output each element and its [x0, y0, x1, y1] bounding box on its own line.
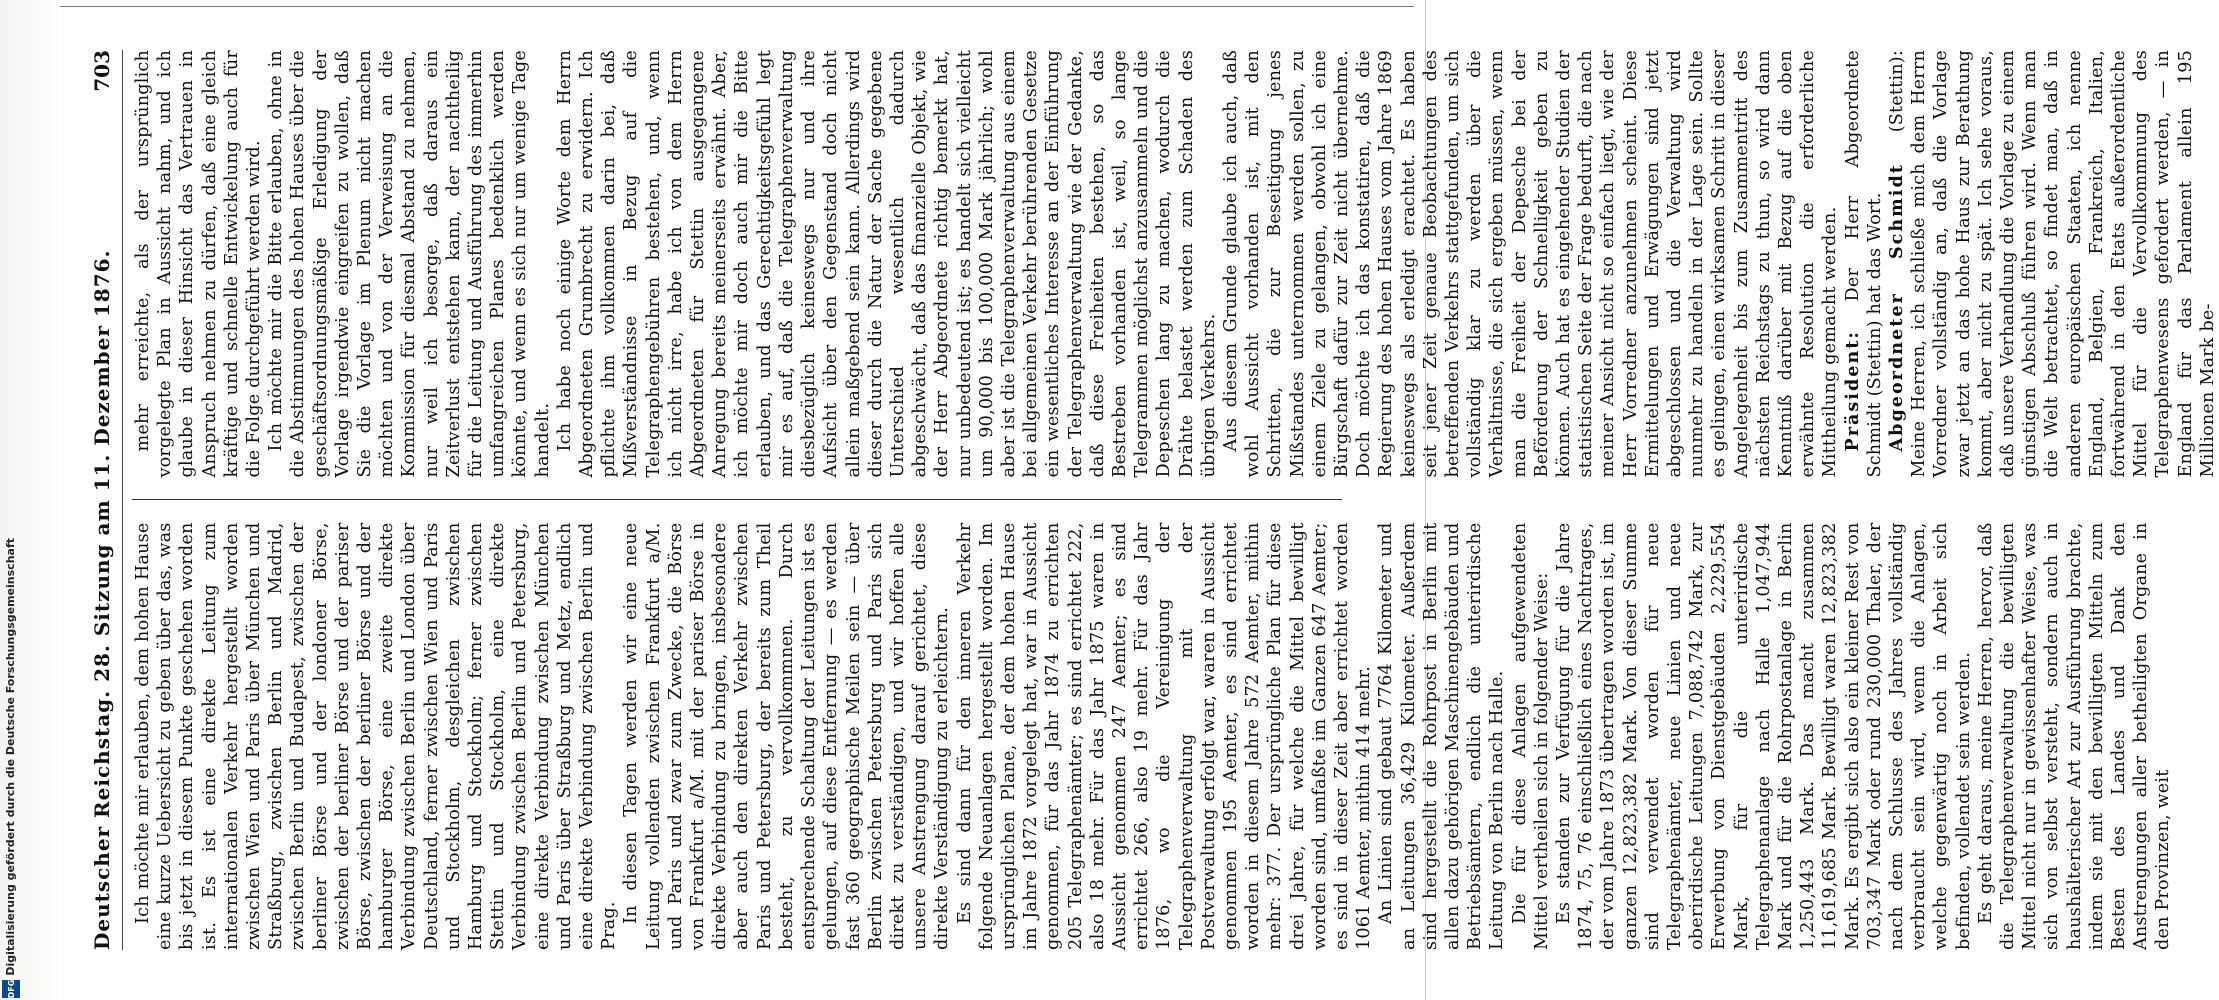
text-columns [132, 50, 2218, 950]
president-label: Präsident: [1841, 330, 1863, 452]
president-speech [1842, 50, 1886, 478]
left-paragraph: Es standen zur Verfügung für die Jahre 1874, 75, 76 einschließlich eines Nachtrages, der vom Jahre 1873 übertragen worden ist, im ganzen 12,823,382 Mark. Von dieser Summe sind verwendet worden für neue Telegraphenämter, neue Linien und neue oberirdische Leitungen 7,088,742 Mark, zur Erwerbung von Dienstgebäuden 2,229,554 Mark, für die unterirdische Telegraphenanlage nach Halle 1,047,944 Mark und für die Rohrpostanlage in Berlin 1,250,443 Mark. Das macht zusammen 11,619,685 Mark. Bewilligt waren 12,823,382 Mark. Es ergibt sich also ein kleiner Rest von 703,347 Mark oder rund 230,000 Thaler, der nach dem Schlusse des Jahres vollständig verbraucht sein wird, wenn die Anlagen, welche gegenwärtig noch in Arbeit sich befinden, vollendet sein werden. [1554, 522, 1974, 950]
digitization-credit: Digitalisierung gefördert durch die Deutsche Forschungsgemeinschaft [4, 538, 17, 976]
member-label: Abgeordneter Schmidt [1886, 163, 1908, 452]
left-paragraph: In diesen Tagen werden wir eine neue Leitung vollenden zwischen Frankfurt a/M. und Paris und zwar zum Zwecke, die Börse von Frankfurt a/M. mit der pariser Börse in direkte Verbindung zu bringen, insbesondere aber auch den direkten Verkehr zwischen Paris und Petersburg, der bereits zum Theil besteht, zu vervollkommnen. Durch entsprechende Schaltung der Leitungen ist es gelungen, auf diese Entfernung — es werden fast 360 geographische Meilen sein — über Berlin zwischen Petersburg und Paris sich direkt zu verständigen, und wir hoffen alle unsere Anstrengung darauf gerichtet, diese direkte Verständigung zu erleichtern. [621, 522, 953, 950]
member-text: (Stettin): Meine Herren, ich schließe mich dem Herrn Vorredner vollständig an, daß die Vorlage zwar jetzt an das hohe Haus zur Berathung kommt, aber nicht zu spät. Ich sehe voraus, daß unsere Verhandlung die Vorlage zu einem günstigen Abschluß führen wird. Wenn man die Welt betrachtet, so findet man, daß in anderen europäischen Staaten, ich nenne England, Belgien, Frankreich, Italien, fortwährend in den Etats außerordentliche Mittel für die Vervollkommnung des Telegraphenwesens gefordert werden, — in England für das Parlament allein 195 Millionen Mark be- [1887, 50, 2218, 478]
right-paragraph: mehr erreichte, als der ursprünglich vorgelegte Plan in Aussicht nahm, und ich glaube in dieser Hinsicht das Vertrauen in Anspruch nehmen zu dürfen, daß eine gleich kräftige und schnelle Entwickelung auch für die Folge durchgeführt werden wird. [133, 50, 265, 478]
right-paragraph: Ich möchte mir die Bitte erlauben, ohne in die Abstimmungen des hohen Hauses über die geschäftsordnungsmäßige Erledigung der Vorlage irgendwie eingreifen zu wollen, daß Sie die Vorlage im Plenum nicht machen möchten und von der Verweisung an die Kommission für diesmal Abstand zu nehmen, nur weil ich besorge, daß daraus ein Zeitverlust entstehen kann, der nachtheilig für die Leitung und Ausführung des immerhin umfangreichen Planes bedenklich werden könnte, und wenn es sich nur um wenige Tage handelt. [266, 50, 553, 478]
page-content [72, 30, 2218, 970]
left-paragraph: Es geht daraus, meine Herren, hervor, daß die Telegraphenverwaltung die bewilligten Mittel nicht nur in gewissenhafter Weise, was sich von selbst versteht, sondern auch in haushälterischer Art zur Ausführung brachte, indem sie mit den bewilligten Mitteln zum Besten des Landes und Dank den Anstrengungen aller betheiligten Organe in den Provinzen, weit [1975, 522, 2174, 950]
right-paragraph: Aus diesem Grunde glaube ich auch, daß wohl Aussicht vorhanden ist, mit den Schritten, die zur Beseitigung jenes Mißstandes unternommen werden sollen, zu einem Ziele zu gelangen, obwohl ich eine Bürgschaft dafür zur Zeit nicht übernehme. Doch möchte ich das konstatiren, daß die Regierung des hohen Hauses vom Jahre 1869 keineswegs als erledigt erachtet. Es haben seit jener Zeit genaue Beobachtungen des betreffenden Verkehrs stattgefunden, um sich vollständig klar zu werden über die Verhältnisse, die sich ergeben müssen, wenn man die Freiheit der Depesche bei der Beförderung der Schnelligkeit geben zu können. Auch hat es eingehender Studien der statistischen Seite der Frage bedurft, die nach meiner Ansicht nicht so einfach liegt, wie der Herr Vorredner anzunehmen scheint. Diese Ermittelungen und Erwägungen sind jetzt abgeschlossen und die Verwaltung wird nunmehr zu handeln in der Lage sein. Sollte es gelingen, einen wirksamen Schritt in dieser Angelegenheit bis zum Zusammentritt des nächsten Reichstags zu thun, so wird dann Kenntniß darüber mit Bezug auf die oben erwähnte Resolution die erforderliche Mittheilung gemacht werden. [1220, 50, 1841, 478]
running-header [82, 50, 123, 950]
president-text: Der Herr Abgeordnete Schmidt (Stettin) hat das Wort. [1842, 50, 1885, 478]
right-column-paragraphs [132, 50, 1842, 478]
scan-top-edge [60, 6, 1414, 7]
dfg-logo: DFG [2, 980, 20, 998]
left-column [132, 522, 2174, 951]
page-number: 703 [90, 50, 114, 92]
header-title: Deutscher Reichstag. 28. Sitzung am 11. Dezember 1876. [90, 249, 114, 950]
left-paragraph: An Linien sind gebaut 7764 Kilometer und an Leitungen 36,429 Kilometer. Außerdem sind hergestellt die Rohrpost in Berlin mit allen dazu gehörigen Maschinengebäuden und Betriebsämtern, endlich die unterirdische Leitung von Berlin nach Halle. [1376, 522, 1508, 950]
member-speech [1886, 50, 2219, 478]
left-paragraph: Es sind dann für den inneren Verkehr folgende Neuanlagen hergestellt worden. Im ursprünglichen Plane, der dem hohen Hause im Jahre 1872 vorgelegt hat, war in Aussicht genommen, für das Jahr 1874 zu errichten 205 Telegraphenämter; es sind errichtet 222, also 18 mehr. Für das Jahr 1875 waren in Aussicht genommen 247 Aemter; es sind errichtet 266, also 19 mehr. Für das Jahr 1876, wo die Vereinigung der Telegraphenverwaltung mit der Postverwaltung erfolgt war, waren in Aussicht genommen 195 Aemter, es sind errichtet worden in diesem Jahre 572 Aemter, mithin mehr: 377. Der ursprüngliche Plan für diese drei Jahre, für welche die Mittel bewilligt worden sind, umfaßte im Ganzen 647 Aemter; es sind in dieser Zeit aber errichtet worden 1061 Aemter, mithin 414 mehr. [954, 522, 1375, 950]
left-paragraph: Ich möchte mir erlauben, dem hohen Hause eine kurze Uebersicht zu geben über das, was bis jetzt in diesem Punkte geschehen worden ist. Es ist eine direkte Leitung zum internationalen Verkehr hergestellt worden zwischen Wien und Paris über München und Straßburg, zwischen Berlin und Madrid, zwischen Berlin und Budapest, zwischen der berliner Börse und der londoner Börse, zwischen der berliner Börse und der pariser Börse, zwischen der berliner Börse und der hamburger Börse, eine zweite direkte Verbindung zwischen Berlin und London über Deutschland, ferner zwischen Wien und Paris und Stockholm, desgleichen zwischen Hamburg und Stockholm; ferner zwischen Stettin und Stockholm, eine direkte Verbindung zwischen Berlin und Petersburg, eine direkte Verbindung zwischen München und Paris über Straßburg und Metz, endlich eine direkte Verbindung zwischen Berlin und Prag. [133, 522, 620, 950]
left-paragraph: Die für diese Anlagen aufgewendeten Mittel vertheilen sich in folgender Weise: [1509, 522, 1552, 950]
right-paragraph: Ich habe noch einige Worte dem Herrn Abgeordneten Grumbrecht zu erwidern. Ich pflichte ihm vollkommen darin bei, daß Mißverständnisse in Bezug auf die Telegraphengebühren bestehen, und, wenn ich nicht irre, habe ich von dem Herrn Abgeordneten für Stettin ausgegangene Anregung bereits meinerseits erwähnt. Aber, ich möchte mir doch auch mir die Bitte erlauben, und das Gerechtigkeitsgefühl legt mir es auf, daß die Telegraphenverwaltung diesbezüglich keineswegs nur und ihre Aufsicht über den Gegenstand doch nicht allein maßgebend sein kann. Allerdings wird dieser durch die Natur der Sache gegebene Unterschied wesentlich dadurch abgeschwächt, daß das finanzielle Objekt, wie der Herr Abgeordnete richtig bemerkt hat, nur unbedeutend ist; es handelt sich vielleicht um 90,000 bis 100,000 Mark jährlich; wohl aber ist die Telegraphenverwaltung aus einem bei allgemeinen Verkehr berührenden Gesetze ein wesentliches Interesse an der Einführung der Telegraphenverwaltung wie der Gedanke, daß diese Freiheiten bestehen, so das Bestreben vorhanden ist, weil, so lange Telegrammen möglichst anzusammeln und die Depeschen lang zu machen, wodurch die Drähte belastet werden zum Schaden des übrigen Verkehrs. [554, 50, 1219, 478]
column-divider [132, 500, 1342, 501]
rotated-page [72, 30, 2218, 970]
right-column [132, 50, 2218, 478]
